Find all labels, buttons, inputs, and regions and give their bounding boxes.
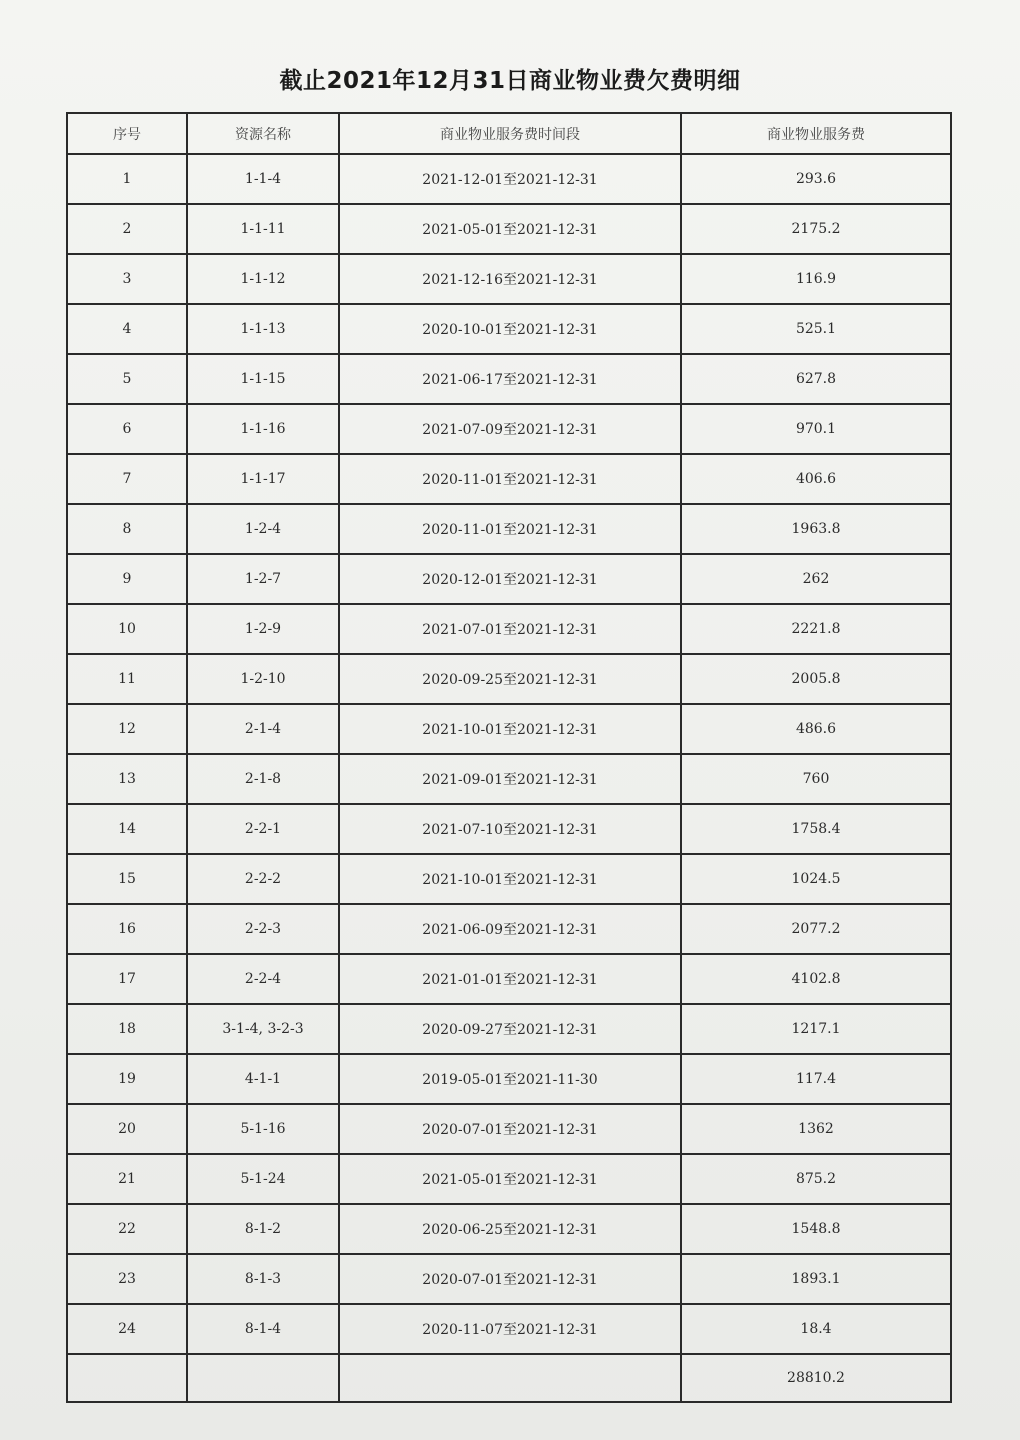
table-row (67, 1304, 951, 1354)
table-row (67, 1154, 951, 1204)
cell-fee-period: 2021-10-01至2021-12-31 (339, 854, 681, 904)
cell-fee-period: 2020-07-01至2021-12-31 (339, 1254, 681, 1304)
cell-resource-name: 2-2-3 (187, 904, 339, 954)
cell-resource-name: 8-1-4 (187, 1304, 339, 1354)
table-header-row (67, 113, 951, 154)
cell-fee-amount: 2221.8 (681, 604, 951, 654)
cell-fee-period: 2021-12-16至2021-12-31 (339, 254, 681, 304)
cell-fee-amount: 406.6 (681, 454, 951, 504)
cell-fee-period: 2019-05-01至2021-11-30 (339, 1054, 681, 1104)
cell-fee-period: 2021-06-09至2021-12-31 (339, 904, 681, 954)
cell-fee-amount: 875.2 (681, 1154, 951, 1204)
table-row (67, 904, 951, 954)
table-row (67, 204, 951, 254)
cell-resource-name: 2-2-2 (187, 854, 339, 904)
cell-fee-amount: 1024.5 (681, 854, 951, 904)
cell-fee-amount: 117.4 (681, 1054, 951, 1104)
page-title: 截止2021年12月31日商业物业费欠费明细 (279, 68, 741, 94)
cell-index: 2 (67, 204, 187, 254)
table-row (67, 1004, 951, 1054)
cell-fee-amount: 627.8 (681, 354, 951, 404)
cell-fee-amount: 116.9 (681, 254, 951, 304)
cell-resource-name: 1-2-10 (187, 654, 339, 704)
cell-resource-name: 1-2-9 (187, 604, 339, 654)
cell-resource-name: 1-1-15 (187, 354, 339, 404)
cell-fee-period: 2021-09-01至2021-12-31 (339, 754, 681, 804)
cell-index: 10 (67, 604, 187, 654)
header-resource-name: 资源名称 (187, 113, 339, 154)
total-cell-period (339, 1354, 681, 1402)
cell-resource-name: 2-1-8 (187, 754, 339, 804)
cell-fee-period: 2021-07-09至2021-12-31 (339, 404, 681, 454)
arrears-table (66, 112, 952, 1403)
cell-index: 1 (67, 154, 187, 204)
cell-resource-name: 5-1-16 (187, 1104, 339, 1154)
table-row (67, 154, 951, 204)
cell-resource-name: 1-1-17 (187, 454, 339, 504)
cell-index: 7 (67, 454, 187, 504)
cell-fee-amount: 18.4 (681, 1304, 951, 1354)
cell-fee-amount: 1362 (681, 1104, 951, 1154)
cell-resource-name: 1-1-11 (187, 204, 339, 254)
cell-resource-name: 8-1-2 (187, 1204, 339, 1254)
cell-fee-period: 2021-07-01至2021-12-31 (339, 604, 681, 654)
table-row (67, 604, 951, 654)
table-row (67, 1104, 951, 1154)
cell-fee-period: 2020-07-01至2021-12-31 (339, 1104, 681, 1154)
total-cell-index (67, 1354, 187, 1402)
table-row (67, 1054, 951, 1104)
table-row (67, 804, 951, 854)
cell-index: 9 (67, 554, 187, 604)
cell-fee-amount: 486.6 (681, 704, 951, 754)
cell-index: 11 (67, 654, 187, 704)
table-body (67, 154, 951, 1354)
table-row (67, 754, 951, 804)
cell-index: 4 (67, 304, 187, 354)
cell-resource-name: 3-1-4, 3-2-3 (187, 1004, 339, 1054)
table-row (67, 254, 951, 304)
cell-index: 12 (67, 704, 187, 754)
cell-resource-name: 1-2-4 (187, 504, 339, 554)
cell-fee-period: 2021-05-01至2021-12-31 (339, 204, 681, 254)
cell-resource-name: 1-1-16 (187, 404, 339, 454)
cell-index: 22 (67, 1204, 187, 1254)
cell-resource-name: 1-1-12 (187, 254, 339, 304)
cell-index: 21 (67, 1154, 187, 1204)
cell-fee-period: 2020-06-25至2021-12-31 (339, 1204, 681, 1254)
cell-fee-period: 2021-06-17至2021-12-31 (339, 354, 681, 404)
cell-fee-period: 2020-11-01至2021-12-31 (339, 504, 681, 554)
cell-index: 3 (67, 254, 187, 304)
header-fee-amount: 商业物业服务费 (681, 113, 951, 154)
cell-index: 18 (67, 1004, 187, 1054)
table-row (67, 454, 951, 504)
cell-index: 13 (67, 754, 187, 804)
table-row (67, 654, 951, 704)
total-row (67, 1354, 951, 1402)
cell-resource-name: 1-1-4 (187, 154, 339, 204)
table-row (67, 354, 951, 404)
table-row (67, 304, 951, 354)
cell-fee-amount: 1963.8 (681, 504, 951, 554)
table-row (67, 554, 951, 604)
cell-index: 6 (67, 404, 187, 454)
cell-fee-period: 2020-10-01至2021-12-31 (339, 304, 681, 354)
cell-fee-period: 2020-12-01至2021-12-31 (339, 554, 681, 604)
cell-fee-amount: 1893.1 (681, 1254, 951, 1304)
total-amount: 28810.2 (681, 1354, 951, 1402)
cell-fee-amount: 2175.2 (681, 204, 951, 254)
cell-fee-amount: 1758.4 (681, 804, 951, 854)
cell-index: 8 (67, 504, 187, 554)
cell-index: 19 (67, 1054, 187, 1104)
cell-fee-period: 2020-11-01至2021-12-31 (339, 454, 681, 504)
cell-index: 24 (67, 1304, 187, 1354)
table-row (67, 404, 951, 454)
cell-fee-period: 2020-09-27至2021-12-31 (339, 1004, 681, 1054)
cell-fee-amount: 262 (681, 554, 951, 604)
table-row (67, 1204, 951, 1254)
cell-index: 23 (67, 1254, 187, 1304)
cell-index: 14 (67, 804, 187, 854)
cell-resource-name: 8-1-3 (187, 1254, 339, 1304)
cell-fee-period: 2021-05-01至2021-12-31 (339, 1154, 681, 1204)
cell-resource-name: 2-1-4 (187, 704, 339, 754)
table-row (67, 1254, 951, 1304)
cell-fee-amount: 1217.1 (681, 1004, 951, 1054)
cell-fee-amount: 1548.8 (681, 1204, 951, 1254)
cell-fee-amount: 525.1 (681, 304, 951, 354)
cell-fee-period: 2021-07-10至2021-12-31 (339, 804, 681, 854)
cell-fee-amount: 4102.8 (681, 954, 951, 1004)
table-row (67, 704, 951, 754)
cell-fee-period: 2021-10-01至2021-12-31 (339, 704, 681, 754)
table-row (67, 504, 951, 554)
cell-resource-name: 5-1-24 (187, 1154, 339, 1204)
cell-fee-amount: 760 (681, 754, 951, 804)
cell-fee-period: 2021-12-01至2021-12-31 (339, 154, 681, 204)
cell-fee-period: 2020-09-25至2021-12-31 (339, 654, 681, 704)
table-row (67, 854, 951, 904)
cell-fee-amount: 293.6 (681, 154, 951, 204)
cell-fee-amount: 2077.2 (681, 904, 951, 954)
cell-resource-name: 2-2-4 (187, 954, 339, 1004)
cell-index: 20 (67, 1104, 187, 1154)
cell-fee-period: 2020-11-07至2021-12-31 (339, 1304, 681, 1354)
cell-resource-name: 2-2-1 (187, 804, 339, 854)
cell-index: 5 (67, 354, 187, 404)
header-fee-period: 商业物业服务费时间段 (339, 113, 681, 154)
table-row (67, 954, 951, 1004)
cell-resource-name: 1-2-7 (187, 554, 339, 604)
cell-fee-period: 2021-01-01至2021-12-31 (339, 954, 681, 1004)
cell-index: 17 (67, 954, 187, 1004)
cell-index: 16 (67, 904, 187, 954)
cell-resource-name: 1-1-13 (187, 304, 339, 354)
header-index: 序号 (67, 113, 187, 154)
cell-resource-name: 4-1-1 (187, 1054, 339, 1104)
total-cell-resource (187, 1354, 339, 1402)
cell-index: 15 (67, 854, 187, 904)
cell-fee-amount: 2005.8 (681, 654, 951, 704)
cell-fee-amount: 970.1 (681, 404, 951, 454)
